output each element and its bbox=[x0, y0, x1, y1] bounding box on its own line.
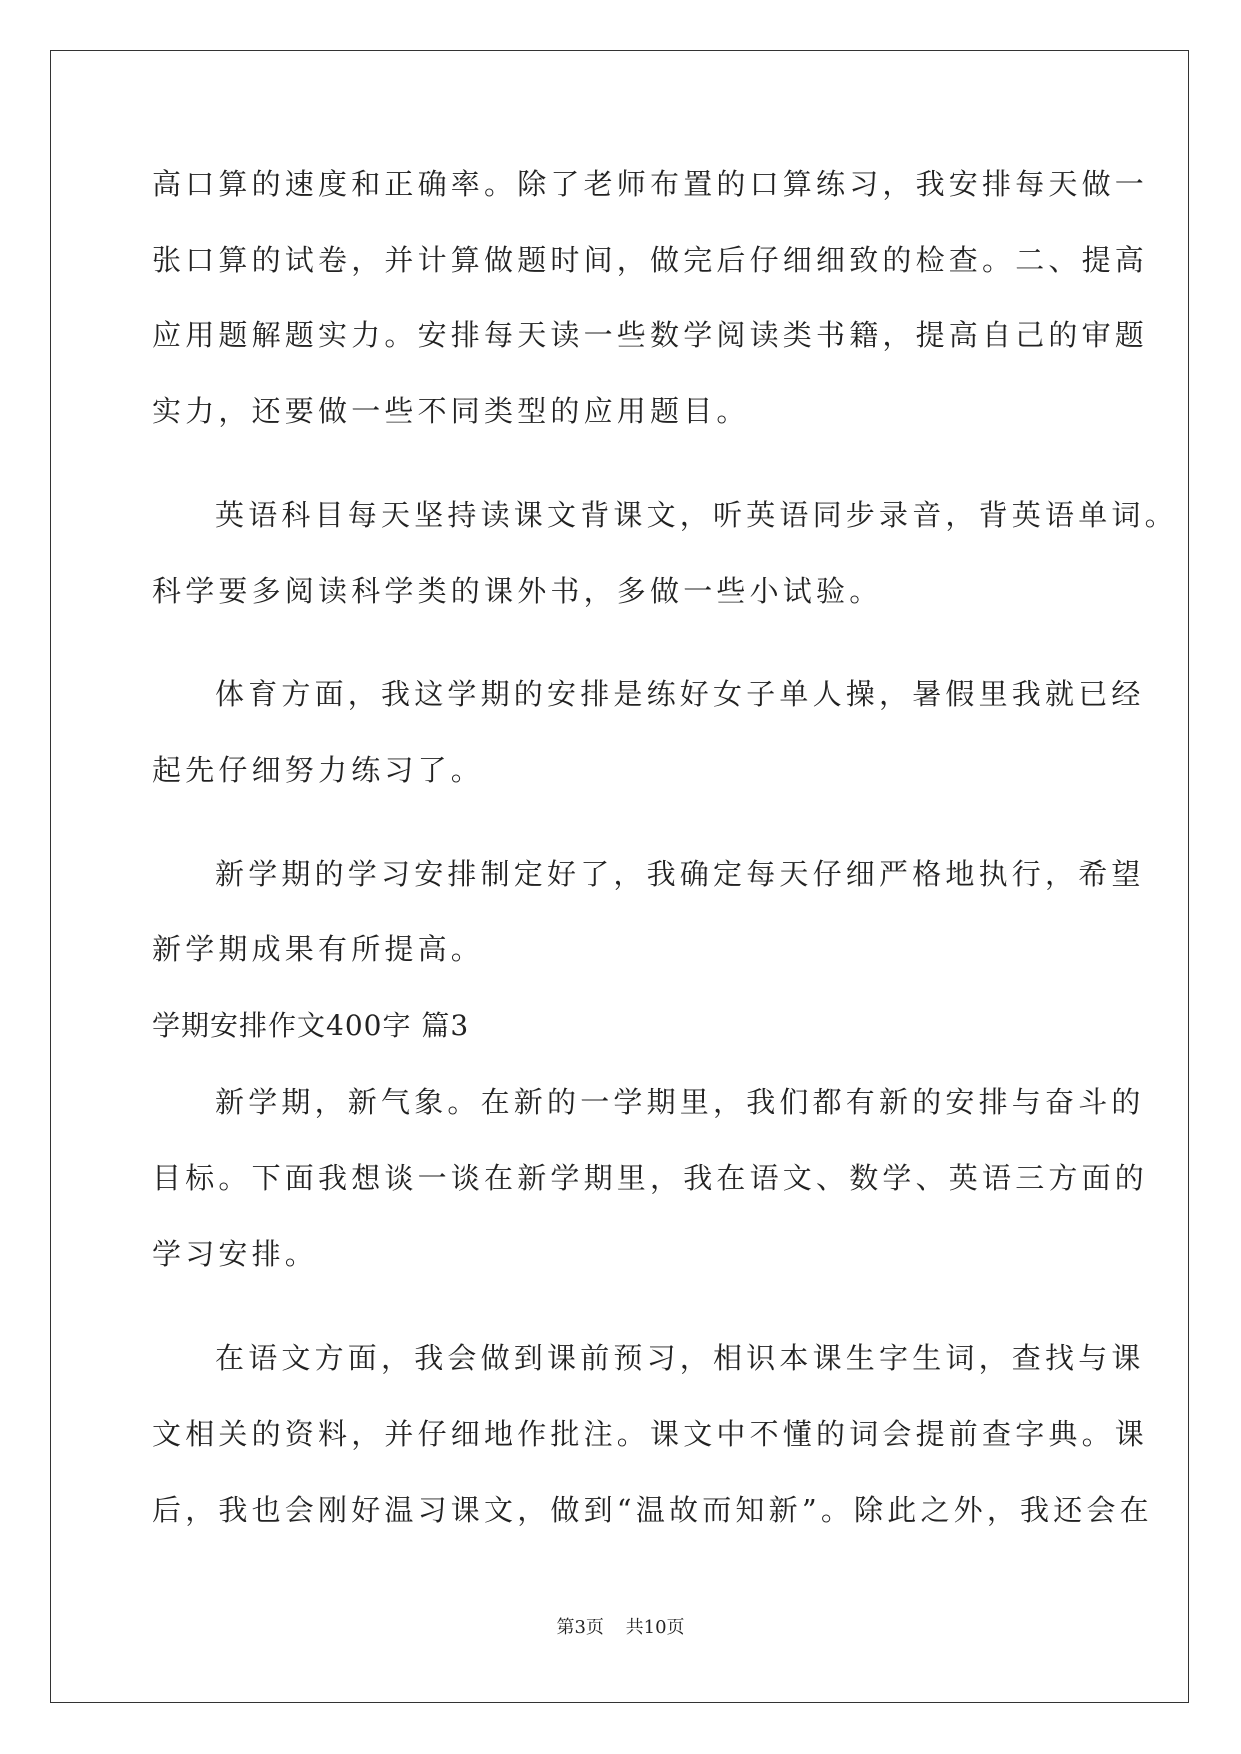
page-total: 共10页 bbox=[625, 1617, 685, 1638]
text-line: 体育方面，我这学期的安排是练好女子单人操，暑假里我就已经 bbox=[215, 677, 1145, 711]
text-line: 实力，还要做一些不同类型的应用题目。 bbox=[152, 394, 750, 428]
text-line: 新学期，新气象。在新的一学期里，我们都有新的安排与奋斗的 bbox=[215, 1085, 1145, 1119]
text-line: 张口算的试卷，并计算做题时间，做完后仔细细致的检查。二、提高 bbox=[152, 243, 1149, 277]
text-line: 新学期的学习安排制定好了，我确定每天仔细严格地执行，希望 bbox=[215, 857, 1145, 891]
text-line: 应用题解题实力。安排每天读一些数学阅读类书籍，提高自己的审题 bbox=[152, 318, 1149, 352]
section-heading: 学期安排作文400字 篇3 bbox=[152, 1009, 470, 1042]
text-line: 新学期成果有所提高。 bbox=[152, 932, 485, 966]
text-line: 学习安排。 bbox=[152, 1237, 319, 1271]
text-line: 目标。下面我想谈一谈在新学期里，我在语文、数学、英语三方面的 bbox=[152, 1161, 1149, 1195]
text-line: 后，我也会刚好温习课文，做到“温故而知新”。除此之外，我还会在 bbox=[152, 1493, 1153, 1527]
text-line: 高口算的速度和正确率。除了老师布置的口算练习，我安排每天做一 bbox=[152, 167, 1149, 201]
text-line: 英语科目每天坚持读课文背课文，听英语同步录音，背英语单词。 bbox=[215, 498, 1178, 532]
page-number: 第3页 bbox=[556, 1617, 604, 1638]
text-line: 科学要多阅读科学类的课外书，多做一些小试验。 bbox=[152, 574, 883, 608]
page-footer bbox=[0, 1617, 1241, 1639]
text-line: 在语文方面，我会做到课前预习，相识本课生字生词，查找与课 bbox=[215, 1341, 1145, 1375]
text-line: 起先仔细努力练习了。 bbox=[152, 753, 485, 787]
text-line: 文相关的资料，并仔细地作批注。课文中不懂的词会提前查字典。课 bbox=[152, 1417, 1149, 1451]
